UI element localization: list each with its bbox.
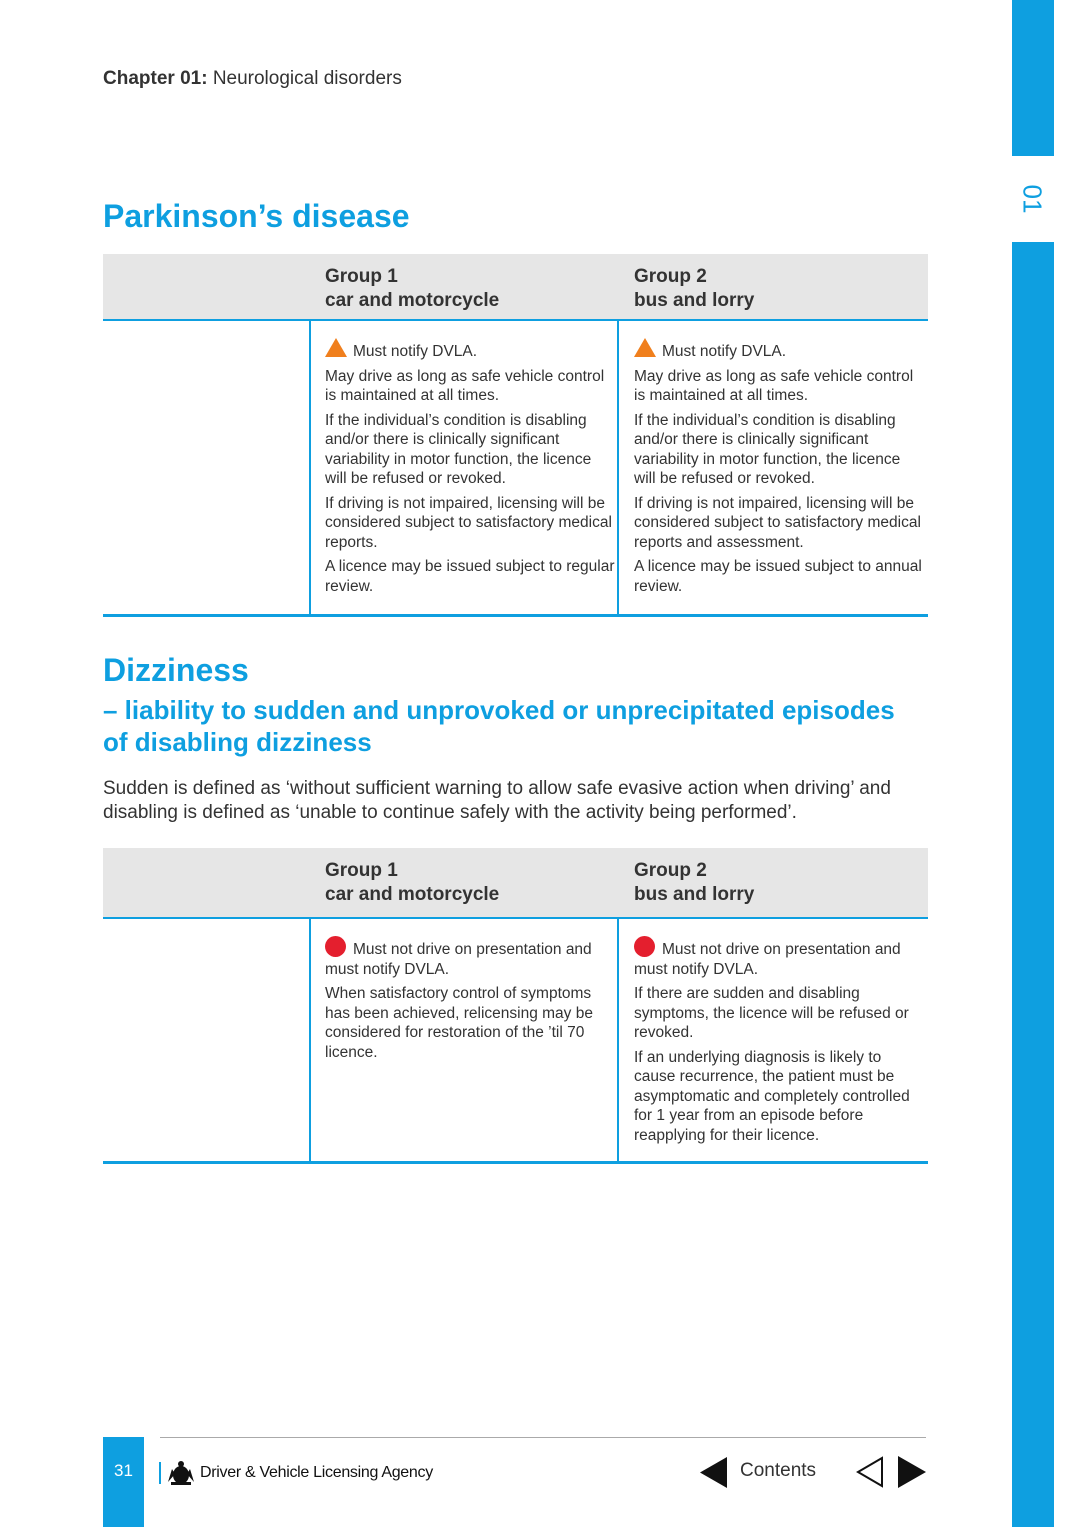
page-number: 31 [114,1461,133,1480]
parkinsons-title: Parkinson’s disease [103,198,410,234]
group1-requirements [325,338,617,601]
column-header-group2: Group 2 bus and lorry [634,266,755,311]
notify-text: Must notify DVLA. [662,343,787,360]
column-divider [617,321,619,614]
column-divider [309,321,311,614]
group2-requirements [634,338,926,601]
paragraph: If an underlying diagnosis is likely to cause recurrence, the patient must be asymptomatic and completely controlled for 1 year from an episode before reapplying for their licence. [634,1048,910,1144]
dizziness-title: Dizziness [103,652,249,688]
column-header-group1: Group 1 car and motorcycle [325,266,500,311]
next-page-icon[interactable] [898,1456,926,1488]
table-header [103,254,928,321]
must-not-drive-text: Must not drive on presentation and must notify DVLA. [325,941,592,978]
table-header [103,848,928,919]
chapter-title: Neurological disorders [212,68,402,89]
dizziness-intro: Sudden is defined as ‘without sufficient warning to allow safe evasive action when driving’ and disabling is defined as ‘unable to continue safely with the activity being performed’. [103,778,891,823]
paragraph: If driving is not impaired, licensing will be considered subject to satisfactory medical reports and assessment. [634,494,921,551]
chapter-label: Chapter 01: [103,68,208,89]
column-divider [309,919,311,1161]
paragraph: May drive as long as safe vehicle control is maintained at all times. [325,367,605,404]
notify-text: Must notify DVLA. [353,343,478,360]
column-header-group2: Group 2 bus and lorry [634,860,755,905]
paragraph: A licence may be issued subject to annual review. [634,558,922,595]
agency-name: Driver & Vehicle Licensing Agency [200,1464,433,1481]
stop-dot-icon [634,936,655,957]
table-body [103,321,928,617]
dizziness-subtitle: – liability to sudden and unprovoked or unprecipitated episodes of disabling dizziness [103,695,895,757]
group2-requirements [634,936,926,1150]
warning-triangle-icon [634,338,656,357]
must-not-drive-text: Must not drive on presentation and must notify DVLA. [634,941,901,978]
contents-arrow-icon[interactable] [700,1457,727,1488]
chapter-tab-label: 01 [1017,184,1048,214]
paragraph: May drive as long as safe vehicle control is maintained at all times. [634,367,914,404]
chapter-header [103,68,402,90]
footer-divider [160,1437,926,1438]
table-body [103,919,928,1164]
paragraph: When satisfactory control of symptoms has been achieved, relicensing may be considered for restoration of the ’til 70 licence. [325,985,593,1061]
dizziness-table [103,848,928,1164]
group1-requirements [325,936,617,1067]
paragraph: If driving is not impaired, licensing will be considered subject to satisfactory medical reports. [325,494,612,551]
page-number-box [103,1437,144,1527]
warning-triangle-icon [325,338,347,357]
paragraph: If there are sudden and disabling symptoms, the licence will be refused or revoked. [634,985,909,1041]
agency-divider [159,1462,161,1484]
chapter-tab[interactable] [1010,156,1054,242]
paragraph: If the individual’s condition is disabling and/or there is clinically significant variability in motor function, the licence will be refused or revoked. [634,411,901,487]
previous-page-icon[interactable] [856,1456,884,1488]
column-header-group1: Group 1 car and motorcycle [325,860,500,905]
royal-crest-icon [166,1460,196,1486]
column-divider [617,919,619,1161]
paragraph: A licence may be issued subject to regular review. [325,558,615,595]
contents-link[interactable]: Contents [740,1460,817,1481]
stop-dot-icon [325,936,346,957]
paragraph: If the individual’s condition is disabling and/or there is clinically significant variability in motor function, the licence will be refused or revoked. [325,411,592,487]
parkinsons-table [103,254,928,617]
